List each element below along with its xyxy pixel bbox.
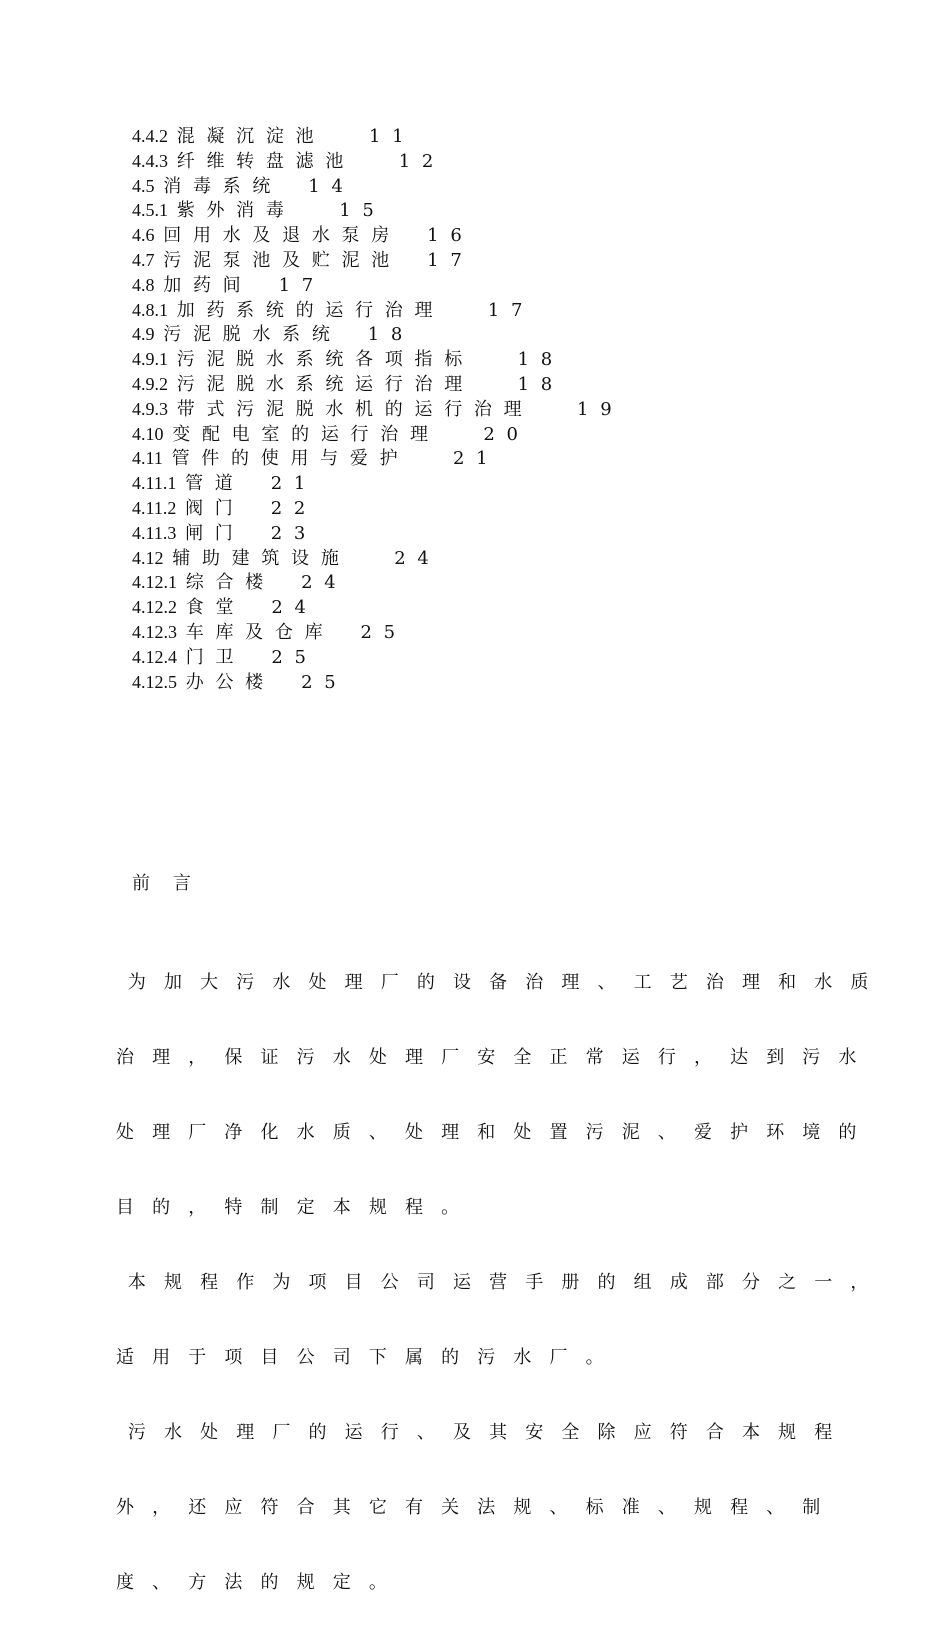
toc-entry <box>132 620 852 645</box>
preface-line: 度 、 方 法 的 规 定 。 <box>116 1572 394 1593</box>
toc-entry <box>132 273 852 298</box>
toc-number: 4.11.1 <box>132 473 177 494</box>
toc-title: 污 泥 脱 水 系 统 运 行 治 理 <box>168 373 466 395</box>
toc-page: 1 9 <box>577 398 615 420</box>
toc-page: 1 8 <box>517 373 556 395</box>
toc-page: 1 1 <box>368 126 407 147</box>
toc-title: 加 药 间 <box>154 274 244 296</box>
toc-number: 4.6 <box>132 225 155 246</box>
toc-entry <box>132 397 852 422</box>
preface-line: 外 ， 还 应 符 合 其 它 有 关 法 规 、 标 准 、 规 程 、 制 <box>116 1497 827 1518</box>
toc-number: 4.9.3 <box>132 398 168 419</box>
toc-page: 2 1 <box>452 448 491 470</box>
toc-title: 食 堂 <box>177 597 237 619</box>
toc-title: 紫 外 消 毒 <box>168 200 287 222</box>
toc-title: 纤 维 转 盘 滤 池 <box>168 150 347 172</box>
toc-number: 4.11.3 <box>132 522 177 543</box>
toc-number: 4.4.3 <box>132 150 168 171</box>
toc-number: 4.8.1 <box>132 299 168 320</box>
toc-entry <box>132 298 852 323</box>
toc-title: 辅 助 建 筑 设 施 <box>163 547 342 569</box>
toc-entry <box>132 645 852 670</box>
toc-entry <box>132 198 852 223</box>
toc-number: 4.9 <box>132 324 155 345</box>
toc-number: 4.4.2 <box>132 126 168 146</box>
toc-page: 2 5 <box>301 671 339 693</box>
preface-line: 为 加 大 污 水 处 理 厂 的 设 备 治 理 、 工 艺 治 理 和 水 质 <box>116 972 875 993</box>
toc-page: 2 0 <box>483 423 521 445</box>
toc-title: 混 凝 沉 淀 池 <box>168 126 317 147</box>
toc-page: 2 5 <box>360 621 399 643</box>
toc-number: 4.11 <box>132 448 163 469</box>
toc-entry <box>132 223 852 248</box>
toc-entry <box>132 149 852 174</box>
table-of-contents <box>132 124 852 694</box>
toc-entry <box>132 521 852 546</box>
toc-title: 污 泥 泵 池 及 贮 泥 池 <box>154 249 393 271</box>
toc-entry <box>132 670 852 695</box>
toc-page: 1 6 <box>427 225 465 247</box>
preface-line: 处 理 厂 净 化 水 质 、 处 理 和 处 置 污 泥 、 爱 护 环 境 的 <box>116 1122 863 1143</box>
toc-page: 1 7 <box>278 274 317 296</box>
toc-title: 管 件 的 使 用 与 爱 护 <box>162 448 401 470</box>
toc-entry <box>132 595 852 620</box>
toc-page: 2 1 <box>270 473 309 495</box>
preface-title: 前 言 <box>132 873 191 894</box>
toc-entry <box>132 422 852 447</box>
toc-title: 变 配 电 室 的 运 行 治 理 <box>163 423 431 445</box>
toc-page: 2 5 <box>271 646 309 668</box>
toc-page: 1 5 <box>339 200 377 222</box>
toc-page: 2 3 <box>270 522 309 544</box>
toc-entry <box>132 174 852 199</box>
preface-line: 本 规 程 作 为 项 目 公 司 运 营 手 册 的 组 成 部 分 之 一 ， <box>116 1272 875 1293</box>
toc-page: 2 4 <box>271 597 309 619</box>
toc-page: 1 7 <box>427 249 465 271</box>
toc-number: 4.12 <box>132 547 164 568</box>
toc-number: 4.11.2 <box>132 497 177 518</box>
toc-entry <box>132 446 852 471</box>
preface-line: 适 用 于 项 目 公 司 下 属 的 污 水 厂 。 <box>116 1347 610 1368</box>
toc-title: 污 泥 脱 水 系 统 <box>154 324 333 346</box>
preface-body <box>116 920 875 1645</box>
toc-page: 2 4 <box>301 572 339 594</box>
toc-entry <box>132 546 852 571</box>
toc-title: 闸 门 <box>176 522 236 544</box>
toc-number: 4.8 <box>132 274 155 295</box>
toc-title: 带 式 污 泥 脱 水 机 的 运 行 治 理 <box>168 398 525 420</box>
toc-title: 阀 门 <box>176 497 236 519</box>
toc-number: 4.9.2 <box>132 373 168 394</box>
toc-page: 1 8 <box>517 349 556 371</box>
toc-entry <box>132 248 852 273</box>
preface-line: 治 理 ， 保 证 污 水 处 理 厂 安 全 正 常 运 行 ， 达 到 污 水 <box>116 1047 863 1068</box>
toc-number: 4.5 <box>132 175 155 196</box>
toc-number: 4.12.4 <box>132 646 177 667</box>
toc-number: 4.12.2 <box>132 597 177 618</box>
toc-title: 门 卫 <box>177 646 237 668</box>
toc-title: 综 合 楼 <box>177 572 267 594</box>
preface-line: 污 水 处 理 厂 的 运 行 、 及 其 安 全 除 应 符 合 本 规 程 <box>116 1422 839 1443</box>
toc-title: 车 库 及 仓 库 <box>177 621 326 643</box>
toc-entry <box>132 496 852 521</box>
toc-page: 2 4 <box>394 547 432 569</box>
toc-title: 消 毒 系 统 <box>154 175 274 197</box>
toc-page: 2 2 <box>270 497 309 519</box>
toc-number: 4.5.1 <box>132 200 168 221</box>
preface-line: 目 的 ， 特 制 定 本 规 程 。 <box>116 1197 466 1218</box>
toc-number: 4.12.3 <box>132 621 177 642</box>
toc-number: 4.10 <box>132 423 164 444</box>
toc-number: 4.7 <box>132 249 155 270</box>
toc-entry <box>132 322 852 347</box>
toc-entry <box>132 347 852 372</box>
toc-entry <box>132 471 852 496</box>
toc-number: 4.12.5 <box>132 671 177 692</box>
toc-number: 4.12.1 <box>132 572 177 593</box>
toc-page: 1 7 <box>487 299 526 321</box>
toc-entry <box>132 570 852 595</box>
toc-title: 回 用 水 及 退 水 泵 房 <box>154 225 393 247</box>
toc-number: 4.9.1 <box>132 349 168 370</box>
toc-page: 1 8 <box>367 324 406 346</box>
toc-title: 加 药 系 统 的 运 行 治 理 <box>168 299 436 321</box>
toc-entry <box>132 124 852 149</box>
toc-entry <box>132 372 852 397</box>
toc-page: 1 4 <box>308 175 346 197</box>
toc-title: 管 道 <box>176 473 236 495</box>
toc-title: 办 公 楼 <box>177 671 267 693</box>
toc-title: 污 泥 脱 水 系 统 各 项 指 标 <box>168 349 466 371</box>
toc-page: 1 2 <box>398 150 437 172</box>
